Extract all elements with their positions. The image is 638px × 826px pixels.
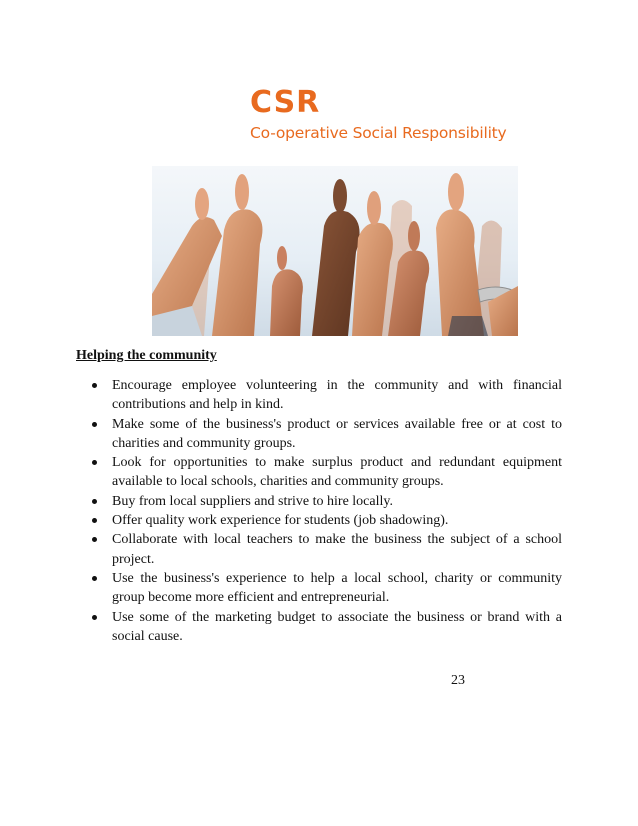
bullet-icon [92,460,97,465]
list-item: Look for opportunities to make surplus product and redundant equipment available to local schools, charities and community groups. [76,453,562,492]
list-item: Make some of the business's product or services available free or at cost to charities and community groups. [76,415,562,454]
list-item: Buy from local suppliers and strive to hire locally. [76,492,562,511]
bullet-list [76,376,562,646]
bullet-icon [92,537,97,542]
bullet-icon [92,499,97,504]
list-item: Encourage employee volunteering in the community and with financial contributions and help in kind. [76,376,562,415]
list-item: Offer quality work experience for students (job shadowing). [76,511,562,530]
list-item: Collaborate with local teachers to make the business the subject of a school project. [76,530,562,569]
bullet-icon [92,422,97,427]
logo-subtitle: Co-operative Social Responsibility [250,124,507,142]
section-heading: Helping the community [76,348,217,363]
bullet-icon [92,518,97,523]
bullet-icon [92,615,97,620]
list-item: Use the business's experience to help a local school, charity or community group become more efficient and entrepreneurial. [76,569,562,608]
csr-logo [250,86,507,143]
bullet-icon [92,383,97,388]
logo-title: CSR [250,85,321,120]
thumbs-up-photo [152,166,518,336]
list-item: Use some of the marketing budget to associate the business or brand with a social cause. [76,608,562,647]
bullet-icon [92,576,97,581]
page-number: 23 [451,673,465,688]
